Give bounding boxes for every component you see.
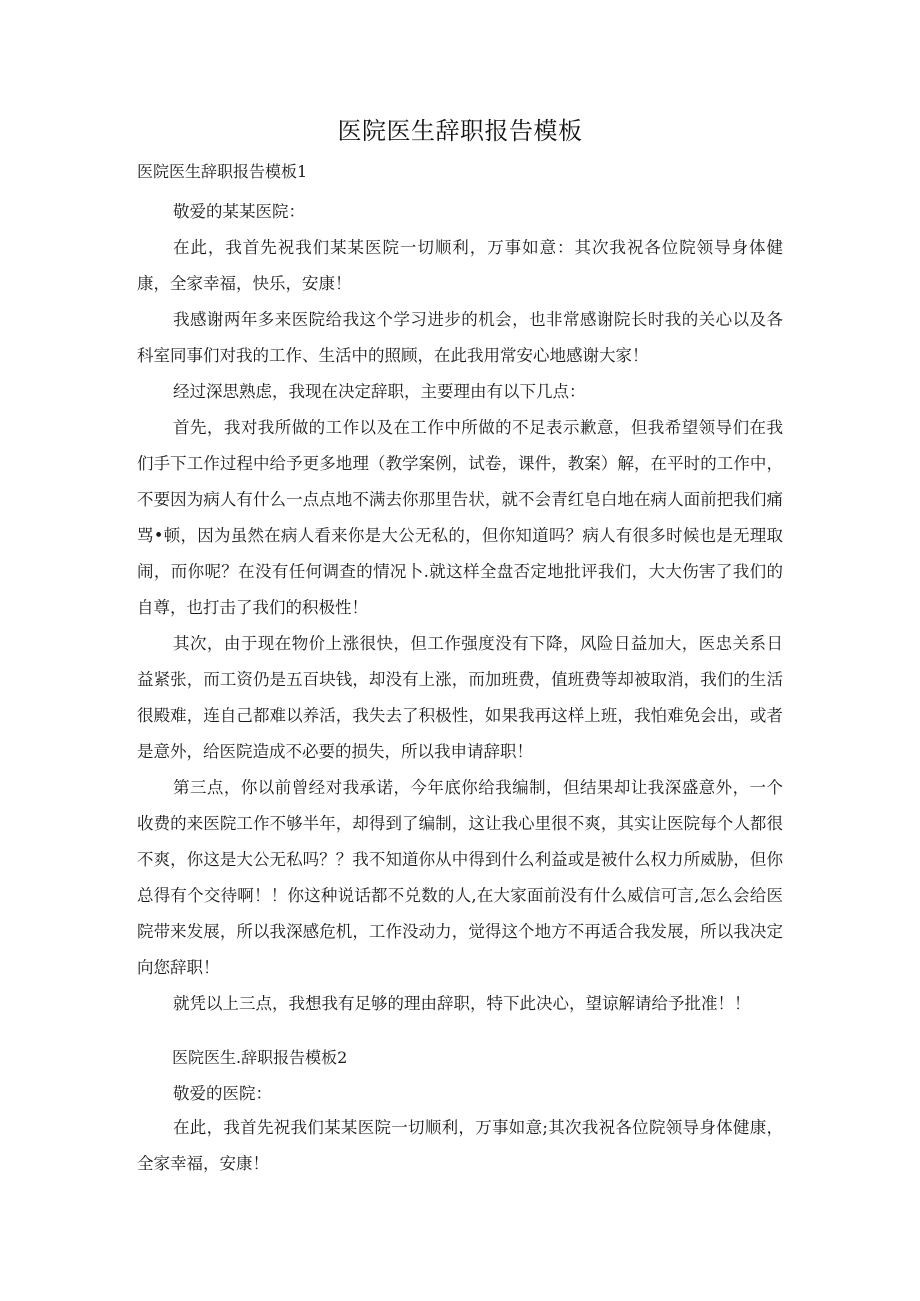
paragraph: 我感谢两年多来医院给我这个学习进步的机会，也非常感谢院长时我的关心以及各科室同事们对我的工作、生活中的照顾，在此我用常安心地感谢大家！ <box>137 310 783 365</box>
paragraph: 经过深思熟虑，我现在决定辞职，主要理由有以下几点： <box>173 382 586 401</box>
paragraph: 其次，由于现在物价上涨很快，但工作强度没有下降，风险日益加大，医忠关系日益紧张，而工资仍是五百块钱，却没有上涨，而加班费，值班费等却被取消，我们的生活很殿难，连自己都难以养活，我失去了积极性，如果我再这样上班，我怕难免会出，或者是意外，给医院造成不必要的损失，所以我申请辞职！ <box>137 634 783 761</box>
paragraph: 第三点，你以前曾经对我承诺，今年底你给我编制，但结果却让我深盛意外，一个收费的来医院工作不够半年，却得到了编制，这让我心里很不爽，其实让医院每个人都很不爽，你这是大公无私吗？？我不知道你从中得到什么利益或是被什么权力所威胁，但你总得有个交待啊！！你这种说话都不兑数的人,在大家面前没有什么威信可言,怎么会给医院带来发展，所以我深感危机，工作没动力，觉得这个地方不再适合我发展，所以我决定向您辞职！ <box>137 778 783 977</box>
paragraph: 在此，我首先祝我们某某医院一切顺利，万事如意;其次我祝各位院领导身体健康，全家幸福，安康！ <box>137 1118 783 1173</box>
paragraph: 首先，我对我所做的工作以及在工作中所做的不足表示歉意，但我希望领导们在我们手下工作过程中给予更多地理（教学案例，试卷，课件，教案）解，在平时的工作中，不要因为病人有什么一点点地不满去你那里告状，就不会青红皂白地在病人面前把我们痛骂•顿，因为虽然在病人看来你是大公无私的，但你知道吗？病人有很多时候也是无理取闹，而你呢？在没有任何调查的情况卜.就这样全盘否定地批评我们，大大伤害了我们的自尊，也打击了我们的积极性！ <box>137 418 783 617</box>
template1-salutation: 敬爱的某某医院： <box>173 202 305 221</box>
template1-heading: 医院医生辞职报告模板1 <box>137 162 308 181</box>
paragraph: 在此，我首先祝我们某某医院一切顺利，万事如意：其次我祝各位院领导身体健康，全家幸福，快乐，安康！ <box>137 238 783 293</box>
document-title: 医院医生辞职报告模板 <box>337 117 583 145</box>
template2-heading: 医院医生.辞职报告模板2 <box>172 1048 348 1067</box>
paragraph: 就凭以上三点，我想我有足够的理由辞职，特下此决心，望谅解请给予批准！！ <box>173 994 751 1013</box>
template2-salutation: 敬爱的医院： <box>173 1084 272 1103</box>
